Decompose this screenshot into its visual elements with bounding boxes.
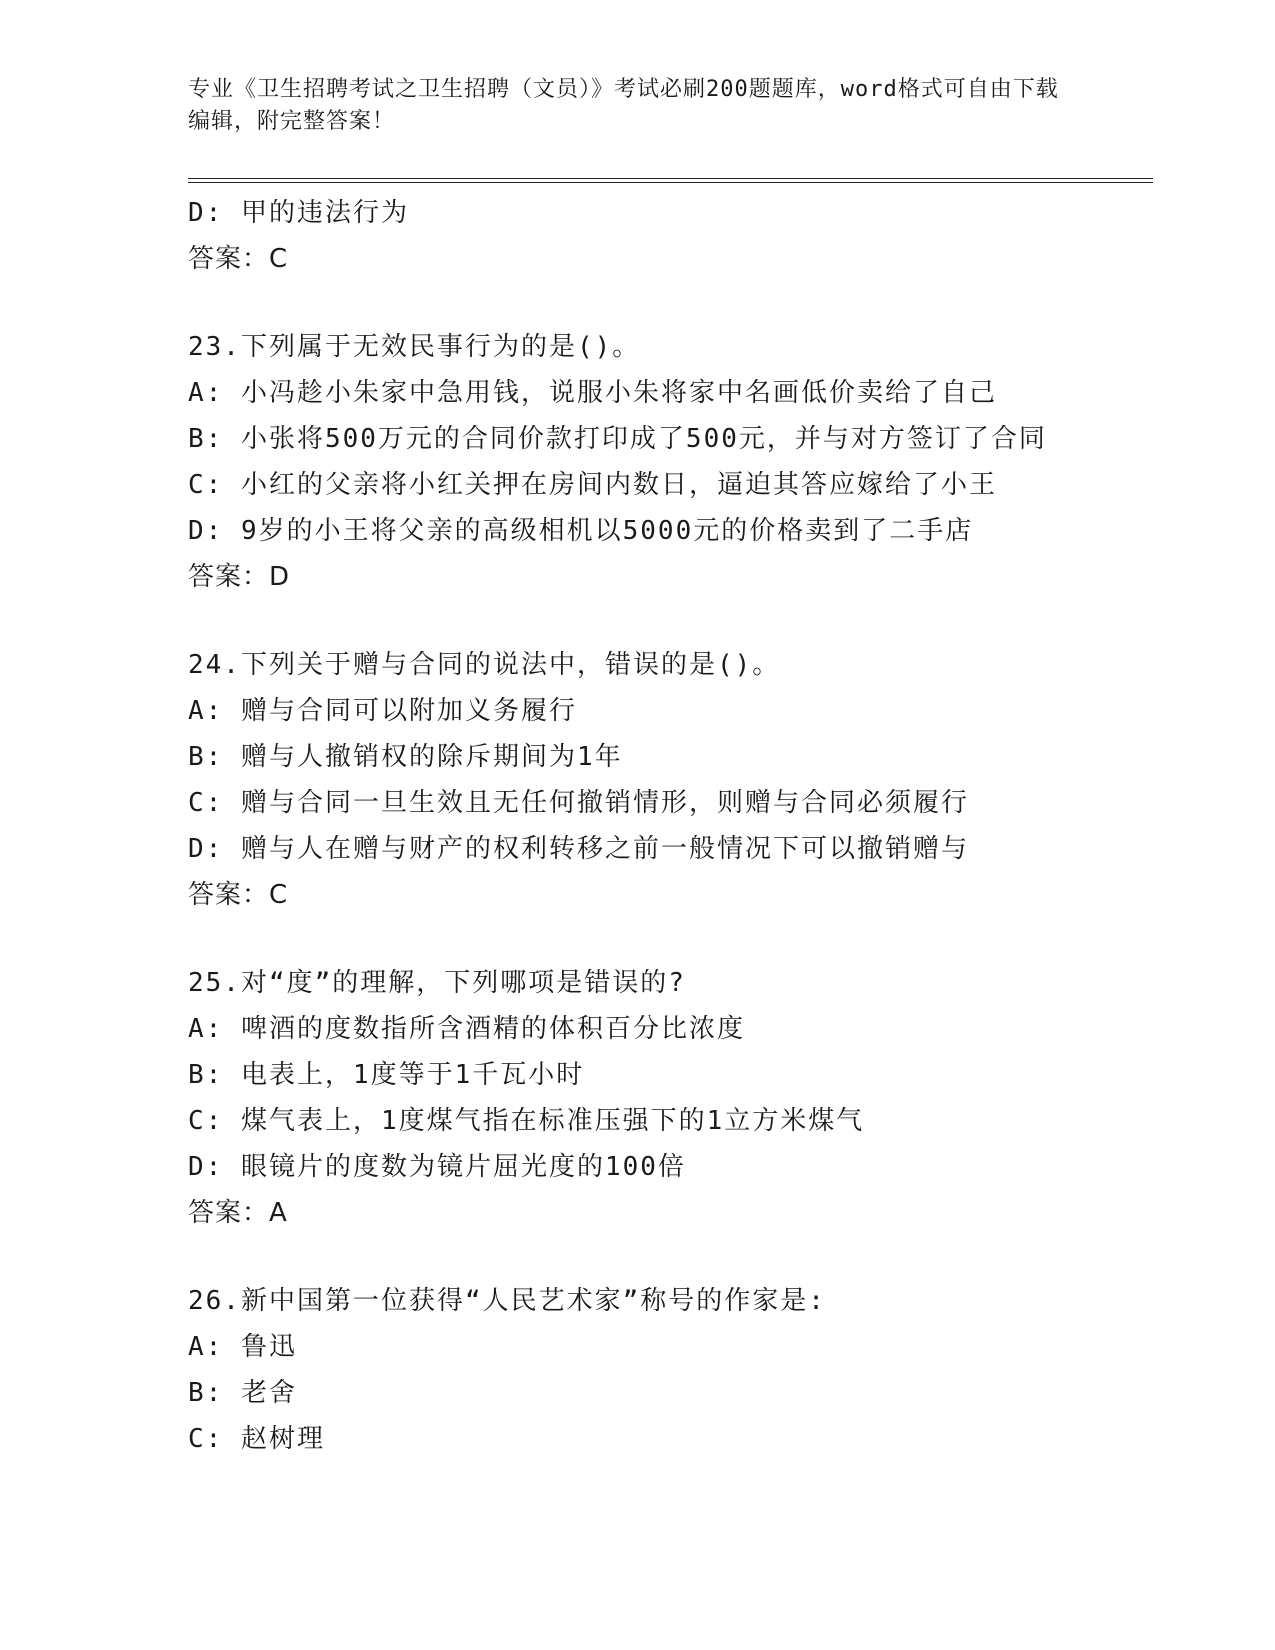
document-header: 专业《卫生招聘考试之卫生招聘（文员）》考试必刷200题题库，word格式可自由下载编辑，附完整答案！ <box>188 77 1059 134</box>
spacer <box>188 1236 1148 1278</box>
option-line: D: 赠与人在赠与财产的权利转移之前一般情况下可以撤销赠与 <box>188 834 969 864</box>
option-line: A: 小冯趁小朱家中急用钱，说服小朱将家中名画低价卖给了自己 <box>188 378 997 408</box>
spacer <box>188 600 1148 642</box>
option-line: D: 甲的违法行为 <box>188 198 409 228</box>
question-stem: 26.新中国第一位获得“人民艺术家”称号的作家是: <box>188 1286 826 1316</box>
header-divider <box>188 178 1153 183</box>
spacer <box>188 282 1148 324</box>
option-line: B: 老舍 <box>188 1378 297 1408</box>
option-line: C: 赵树理 <box>188 1424 325 1454</box>
option-line: B: 小张将500万元的合同价款打印成了500元，并与对方签订了合同 <box>188 424 1047 454</box>
option-line: C: 赠与合同一旦生效且无任何撤销情形，则赠与合同必须履行 <box>188 788 969 818</box>
option-line: C: 煤气表上，1度煤气指在标准压强下的1立方米煤气 <box>188 1106 865 1136</box>
question-stem: 25.对“度”的理解，下列哪项是错误的? <box>188 968 686 998</box>
answer-line: 答案：A <box>188 1198 288 1228</box>
option-line: D: 眼镜片的度数为镜片屈光度的100倍 <box>188 1152 686 1182</box>
option-line: A: 鲁迅 <box>188 1332 297 1362</box>
option-line: B: 电表上，1度等于1千瓦小时 <box>188 1060 585 1090</box>
answer-line: 答案：C <box>188 880 289 910</box>
option-line: A: 赠与合同可以附加义务履行 <box>188 696 577 726</box>
question-stem: 23.下列属于无效民事行为的是()。 <box>188 332 641 362</box>
option-line: C: 小红的父亲将小红关押在房间内数日，逼迫其答应嫁给了小王 <box>188 470 997 500</box>
answer-line: 答案：C <box>188 244 289 274</box>
question-stem: 24.下列关于赠与合同的说法中，错误的是()。 <box>188 650 781 680</box>
spacer <box>188 918 1148 960</box>
option-line: B: 赠与人撤销权的除斥期间为1年 <box>188 742 623 772</box>
question-list <box>188 190 1148 1462</box>
answer-line: 答案：D <box>188 562 291 592</box>
option-line: D: 9岁的小王将父亲的高级相机以5000元的价格卖到了二手店 <box>188 516 974 546</box>
option-line: A: 啤酒的度数指所含酒精的体积百分比浓度 <box>188 1014 745 1044</box>
